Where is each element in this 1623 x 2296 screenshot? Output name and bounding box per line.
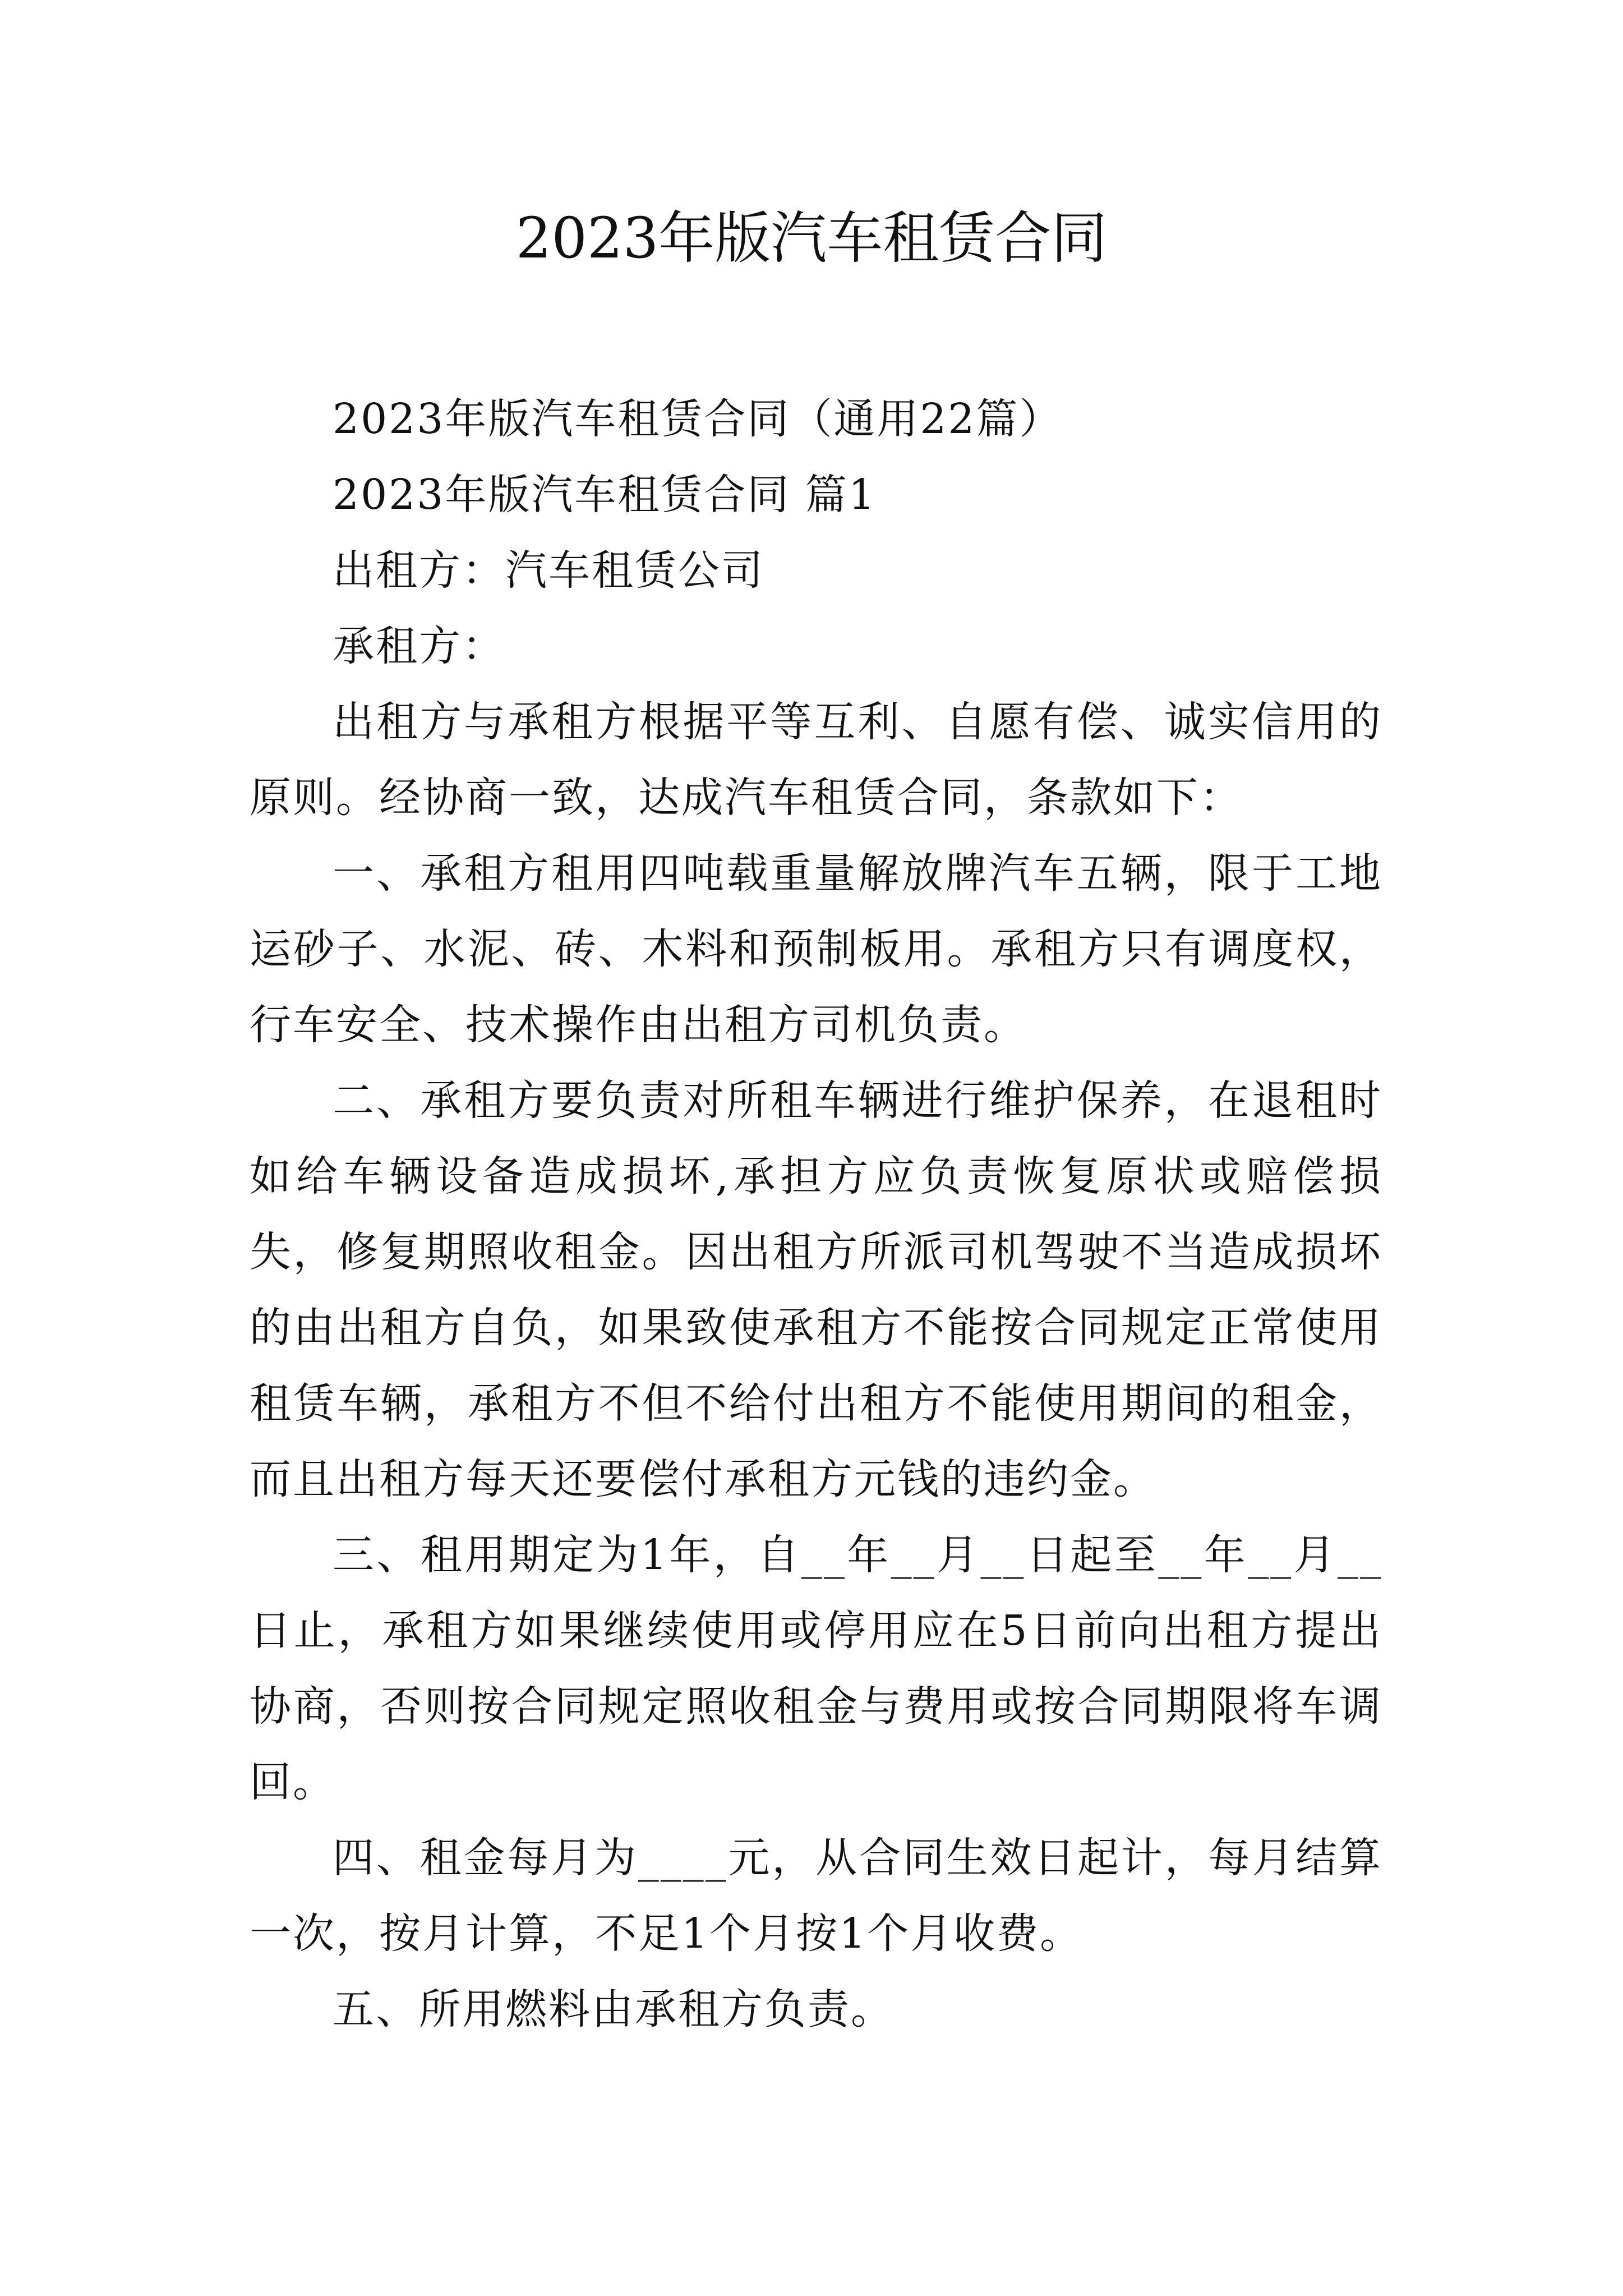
document-body xyxy=(250,381,1382,2047)
paragraph-section-heading: 2023年版汽车租赁合同 篇1 xyxy=(333,471,877,519)
paragraph-lessor: 出租方：汽车租赁公司 xyxy=(333,546,764,595)
paragraph-clause-4: 四、租金每月为____元，从合同生效日起计，每月结算一次，按月计算，不足1个月按1个月收费。 xyxy=(250,1834,1382,1958)
paragraph-clause-5: 五、所用燃料由承租方负责。 xyxy=(333,1985,894,2033)
paragraph-subtitle: 2023年版汽车租赁合同（通用22篇） xyxy=(333,395,1063,443)
paragraph-preamble: 出租方与承租方根据平等互利、自愿有偿、诚实信用的原则。经协商一致，达成汽车租赁合同，条款如下： xyxy=(250,698,1382,822)
paragraph-clause-2: 二、承租方要负责对所租车辆进行维护保养，在退租时如给车辆设备造成损坏,承担方应负责恢复原状或赔偿损失，修复期照收租金。因出租方所派司机驾驶不当造成损坏的由出租方自负，如果致使承租方不能按合同规定正常使用租赁车辆，承租方不但不给付出租方不能使用期间的租金，而且出租方每天还要偿付承租方元钱的违约金。 xyxy=(250,1076,1382,1503)
paragraph-clause-1: 一、承租方租用四吨载重量解放牌汽车五辆，限于工地运砂子、水泥、砖、木料和预制板用。承租方只有调度权，行车安全、技术操作由出租方司机负责。 xyxy=(250,849,1382,1049)
paragraph-clause-3: 三、租用期定为1年，自__年__月__日起至__年__月__日止，承租方如果继续使用或停用应在5日前向出租方提出协商，否则按合同规定照收租金与费用或按合同期限将车调回。 xyxy=(250,1531,1382,1806)
paragraph-lessee: 承租方： xyxy=(333,622,505,670)
document-title: 2023年版汽车租赁合同 xyxy=(515,205,1108,271)
